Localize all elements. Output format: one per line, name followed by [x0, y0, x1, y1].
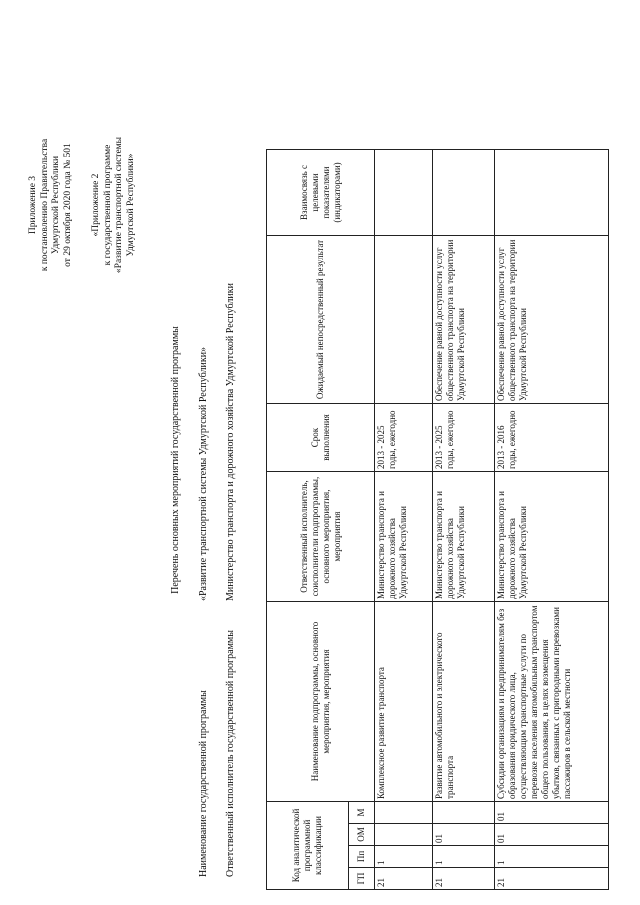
- cell-pp: 1: [433, 846, 495, 868]
- header-link: Взаимосвязь с целевыми показателями (индикаторами): [267, 150, 375, 236]
- cell-result: Обеспечение равной доступности услуг общественного транспорта на территории Удмуртской Республики: [495, 236, 609, 404]
- cell-result: Обеспечение равной доступности услуг общественного транспорта на территории Удмуртской Республики: [433, 236, 495, 404]
- header-code-group: Код аналитической программной классификации: [267, 802, 349, 890]
- header-gp: ГП: [349, 868, 375, 890]
- program-label: Наименование государственной программы: [198, 690, 209, 877]
- appendix-block: [28, 105, 74, 305]
- cell-link: [375, 150, 433, 236]
- cell-term: 2013 - 2025 годы, ежегодно: [433, 404, 495, 472]
- appendix-block-2: [91, 105, 137, 305]
- header-name: Наименование подпрограммы, основного мероприятия, мероприятия: [267, 602, 375, 802]
- cell-executor: Министерство транспорта и дорожного хозяйства Удмуртской Республики: [495, 472, 609, 602]
- table-row: [495, 150, 609, 890]
- appendix-line: «Развитие транспортной системы: [114, 136, 124, 274]
- cell-gp: 21: [433, 868, 495, 890]
- cell-gp: 21: [375, 868, 433, 890]
- header-om: ОМ: [349, 824, 375, 846]
- cell-om: 01: [495, 824, 609, 846]
- cell-m: [433, 802, 495, 824]
- cell-result: [375, 236, 433, 404]
- appendix-line: к постановлению Правительства: [39, 138, 50, 272]
- cell-pp: 1: [375, 846, 433, 868]
- cell-m: 01: [495, 802, 609, 824]
- header-m: М: [349, 802, 375, 824]
- cell-term: 2013 - 2025 годы, ежегодно: [375, 404, 433, 472]
- cell-term: 2013 - 2016 годы, ежегодно: [495, 404, 609, 472]
- cell-executor: Министерство транспорта и дорожного хозяйства Удмуртской Республики: [375, 472, 433, 602]
- cell-pp: 1: [495, 846, 609, 868]
- header-term: Срок выполнения: [267, 404, 375, 472]
- appendix-line: от 29 октября 2020 года № 501: [62, 143, 73, 267]
- cell-om: [375, 824, 433, 846]
- appendix-line: Приложение 3: [28, 175, 38, 235]
- header-pp: Пп: [349, 846, 375, 868]
- table-row: [433, 150, 495, 890]
- program-value: «Развитие транспортной системы Удмуртской Республики»: [198, 346, 209, 601]
- table-row: [375, 150, 433, 890]
- cell-name: Развитие автомобильного и электрического транспорта: [433, 602, 495, 802]
- cell-om: 01: [433, 824, 495, 846]
- measures-table: [266, 149, 609, 890]
- header-result: Ожидаемый непосредственный результат: [267, 236, 375, 404]
- appendix-line: «Приложение 2: [91, 173, 101, 237]
- cell-name: Комплексное развитие транспорта: [375, 602, 433, 802]
- cell-m: [375, 802, 433, 824]
- appendix-line: Удмуртской Республики»: [125, 153, 136, 257]
- responsible-value: Министерство транспорта и дорожного хозяйства Удмуртской Республики: [225, 283, 236, 601]
- cell-executor: Министерство транспорта и дорожного хозяйства Удмуртской Республики: [433, 472, 495, 602]
- appendix-line: Удмуртской Республики: [51, 155, 61, 255]
- cell-name: Субсидии организациям и предпринимателям без образования юридического лица, осуществляющим транспортные услуги по перевозке населения автомобильным транспортом общего пользования, в целях возмещения убытков, связанных с пригородными перевозками пассажиров в сельской местности: [495, 602, 609, 802]
- cell-link: [433, 150, 495, 236]
- cell-gp: 21: [495, 868, 609, 890]
- responsible-label: Ответственный исполнитель государственной программы: [225, 630, 236, 877]
- header-executor: Ответственный исполнитель, соисполнители подпрограммы, основного мероприятия, мероприятия: [267, 472, 375, 602]
- document-title: Перечень основных мероприятий государственной программы: [170, 326, 181, 594]
- appendix-line: к государственной программе: [102, 144, 113, 266]
- cell-link: [495, 150, 609, 236]
